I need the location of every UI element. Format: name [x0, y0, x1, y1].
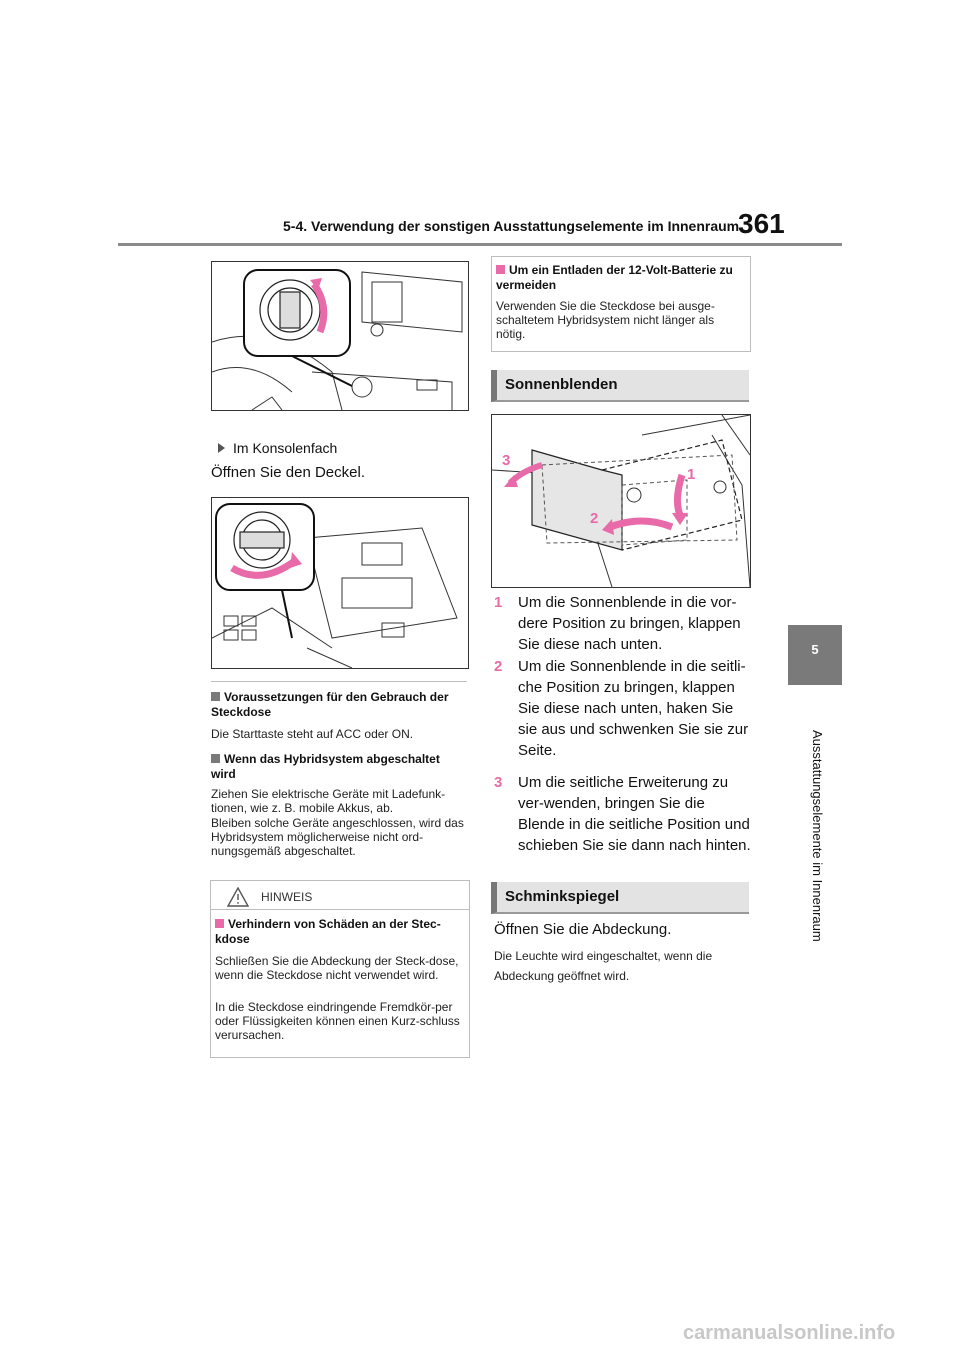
notice-heading-text: Verhindern von Schäden an der Stec-kdose: [215, 917, 441, 946]
step-text: Um die Sonnenblende in die vor-dere Position zu bringen, klappen Sie diese nach unten.: [518, 594, 741, 653]
vanity-note: Die Leuchte wird eingeschaltet, wenn die Abdeckung geöffnet wird.: [494, 949, 713, 983]
step-number: 2: [494, 658, 503, 675]
notice-text-2: In die Steckdose eindringende Fremdkör-per oder Flüssigkeiten können einen Kurz-schluss verursachen.: [215, 1000, 460, 1042]
sun-visor-illustration: [491, 414, 751, 588]
page-number: 361: [738, 208, 785, 239]
console-outlet-illustration: [211, 497, 469, 669]
prereq-heading-text: Voraussetzungen für den Gebrauch der Steckdose: [211, 690, 449, 719]
dashboard-outlet-illustration: [211, 261, 469, 411]
battery-heading: [496, 263, 746, 293]
hybrid-off-heading-text: Wenn das Hybridsystem abgeschaltet wird: [211, 752, 440, 781]
square-bullet-icon: [215, 919, 224, 928]
step-2: [494, 656, 754, 761]
notice-heading: [215, 917, 465, 947]
console-caption-text: Im Konsolenfach: [233, 440, 338, 456]
vanity-instruction: Öffnen Sie die Abdeckung.: [494, 921, 672, 938]
notice-label: HINWEIS: [261, 890, 313, 904]
battery-heading-text: Um ein Entladen der 12-Volt-Batterie zu vermeiden: [496, 263, 733, 292]
square-bullet-icon: [211, 692, 220, 701]
watermark: carmanualsonline.info: [683, 1322, 896, 1344]
square-bullet-icon: [211, 754, 220, 763]
step-number: 3: [494, 774, 503, 791]
step-1: [494, 592, 754, 655]
battery-text: Verwenden Sie die Steckdose bei ausge-schaltetem Hybridsystem nicht länger als nötig.: [496, 299, 715, 341]
notice-text-1: Schließen Sie die Abdeckung der Steck-dose, wenn die Steckdose nicht verwendet wird.: [215, 954, 459, 982]
step-number: 1: [494, 594, 503, 611]
hybrid-off-heading: [211, 752, 467, 782]
section-title: 5-4. Verwendung der sonstigen Ausstattungselemente im Innenraum: [283, 218, 740, 234]
step-text: Um die Sonnenblende in die seitli-che Position zu bringen, klappen Sie diese nach unten, haken Sie sie aus und schwenken Sie sie zur Seite.: [518, 658, 749, 759]
prereq-heading: [211, 690, 467, 720]
header-divider: [118, 243, 842, 246]
callout-2: 2: [590, 510, 599, 527]
divider: [211, 681, 467, 682]
vanity-mirror-heading: Schminkspiegel: [491, 882, 749, 914]
prereq-text: Die Starttaste steht auf ACC oder ON.: [211, 727, 414, 741]
sun-visors-heading: Sonnenblenden: [491, 370, 749, 402]
battery-note-box: [491, 256, 751, 352]
callout-3: 3: [502, 452, 511, 469]
hybrid-off-text-2: Bleiben solche Geräte angeschlossen, wird das Hybridsystem möglicherweise nicht ord-nungsgemäß abgeschaltet.: [211, 816, 464, 858]
hybrid-off-text-1: Ziehen Sie elektrische Geräte mit Ladefunk-tionen, wie z. B. mobile Akkus, ab.: [211, 787, 446, 815]
callout-1: 1: [687, 466, 696, 483]
square-bullet-icon: [496, 265, 505, 274]
console-instruction: Öffnen Sie den Deckel.: [211, 464, 365, 481]
notice-box: [210, 880, 470, 1058]
console-caption: [218, 440, 337, 456]
arrow-bullet-icon: [218, 443, 225, 453]
step-3: [494, 772, 754, 856]
chapter-label: Ausstattungselemente im Innenraum: [810, 730, 825, 942]
step-text: Um die seitliche Erweiterung zu ver-wenden, bringen Sie die Blende in die seitliche Position und schieben Sie sie dann nach hinten.: [518, 774, 751, 854]
chapter-tab: 5: [788, 625, 842, 685]
notice-divider: [211, 909, 469, 910]
